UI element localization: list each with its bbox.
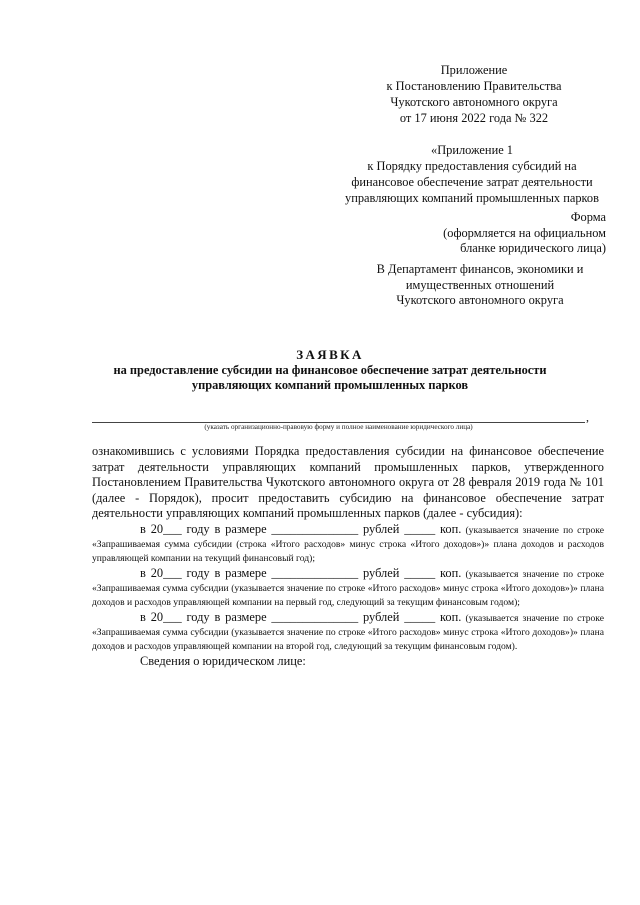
- document-title-block: [60, 346, 600, 393]
- form-note-line: (оформляется на официальном: [443, 225, 606, 240]
- annex-header-line: от 17 июня 2022 года № 322: [399, 111, 549, 125]
- annex-header: [340, 62, 608, 126]
- form-note-line: Форма: [570, 210, 606, 224]
- year-2-note: (указывается значение по строке «Запрашиваемая сумма субсидии (указывается значение по строке «Итого расходов» минус строка «Итого доходов»)» плана доходов и расходов управляющей компании на первый год, следующий за текущим финансовым годом);: [92, 568, 604, 608]
- year-3-note: (указывается значение по строке «Запрашиваемая сумма субсидии (указывается значение по строке «Итого расходов» минус строка «Итого доходов»)» плана доходов и расходов управляющей компании на второй год, следующий за текущим финансовым годом).: [92, 612, 604, 652]
- form-note: [380, 210, 606, 257]
- organization-name-field[interactable]: [92, 408, 585, 423]
- document-subtitle-line: на предоставление субсидии на финансовое обеспечение затрат деятельности: [113, 363, 547, 377]
- addressee-line: Чукотского автономного округа: [396, 293, 564, 307]
- year-1-amount-line: в 20___ году в размере ______________ рублей _____ коп.: [140, 521, 462, 536]
- year-1-paragraph: [92, 522, 604, 566]
- form-note-line: бланке юридического лица): [460, 241, 606, 255]
- legal-info-heading: Сведения о юридическом лице:: [140, 653, 306, 668]
- year-2-amount-line: в 20___ году в размере ______________ рублей _____ коп.: [140, 565, 462, 580]
- addressee-block: [360, 262, 600, 309]
- year-3-paragraph: [92, 610, 604, 654]
- organization-field-hint: (указать организационно-правовую форму и полное наименование юридического лица): [204, 423, 473, 431]
- year-2-paragraph: [92, 566, 604, 610]
- annex-one-line: финансовое обеспечение затрат деятельности: [351, 175, 593, 189]
- year-1-note: (указывается значение по строке «Запрашиваемая сумма субсидии (строка «Итого расходов» минус строка «Итого доходов»)» плана доходов и расходов управляющей компании на текущий финансовый год);: [92, 524, 604, 564]
- year-3-amount-line: в 20___ году в размере ______________ рублей _____ коп.: [140, 609, 462, 624]
- annex-one-header: [336, 142, 608, 206]
- annex-header-line: к Постановлению Правительства: [386, 79, 562, 93]
- annex-one-line: управляющих компаний промышленных парков: [345, 191, 599, 205]
- annex-one-line: «Приложение 1: [431, 143, 513, 157]
- annex-header-line: Приложение: [440, 63, 508, 77]
- addressee-line: имущественных отношений: [405, 277, 555, 292]
- application-body: [92, 444, 604, 670]
- document-subtitle-line: управляющих компаний промышленных парков: [191, 378, 469, 392]
- document-title: ЗАЯВКА: [296, 347, 364, 362]
- annex-one-line: к Порядку предоставления субсидий на: [367, 159, 577, 173]
- intro-paragraph: ознакомившись с условиями Порядка предоставления субсидии на финансовое обеспечение затрат деятельности управляющих компаний промышленных парков, утвержденного Постановлением Правительства Чукотского автономного округа от 28 февраля 2019 года № 101 (далее - Порядок), просит предоставить субсидию на финансовое обеспечение затрат деятельности управляющих компаний промышленных парков (далее - субсидия):: [92, 444, 604, 521]
- addressee-line: В Департамент финансов, экономики и: [376, 262, 584, 276]
- annex-header-line: Чукотского автономного округа: [390, 95, 558, 109]
- organization-field-comma: ,: [586, 410, 589, 424]
